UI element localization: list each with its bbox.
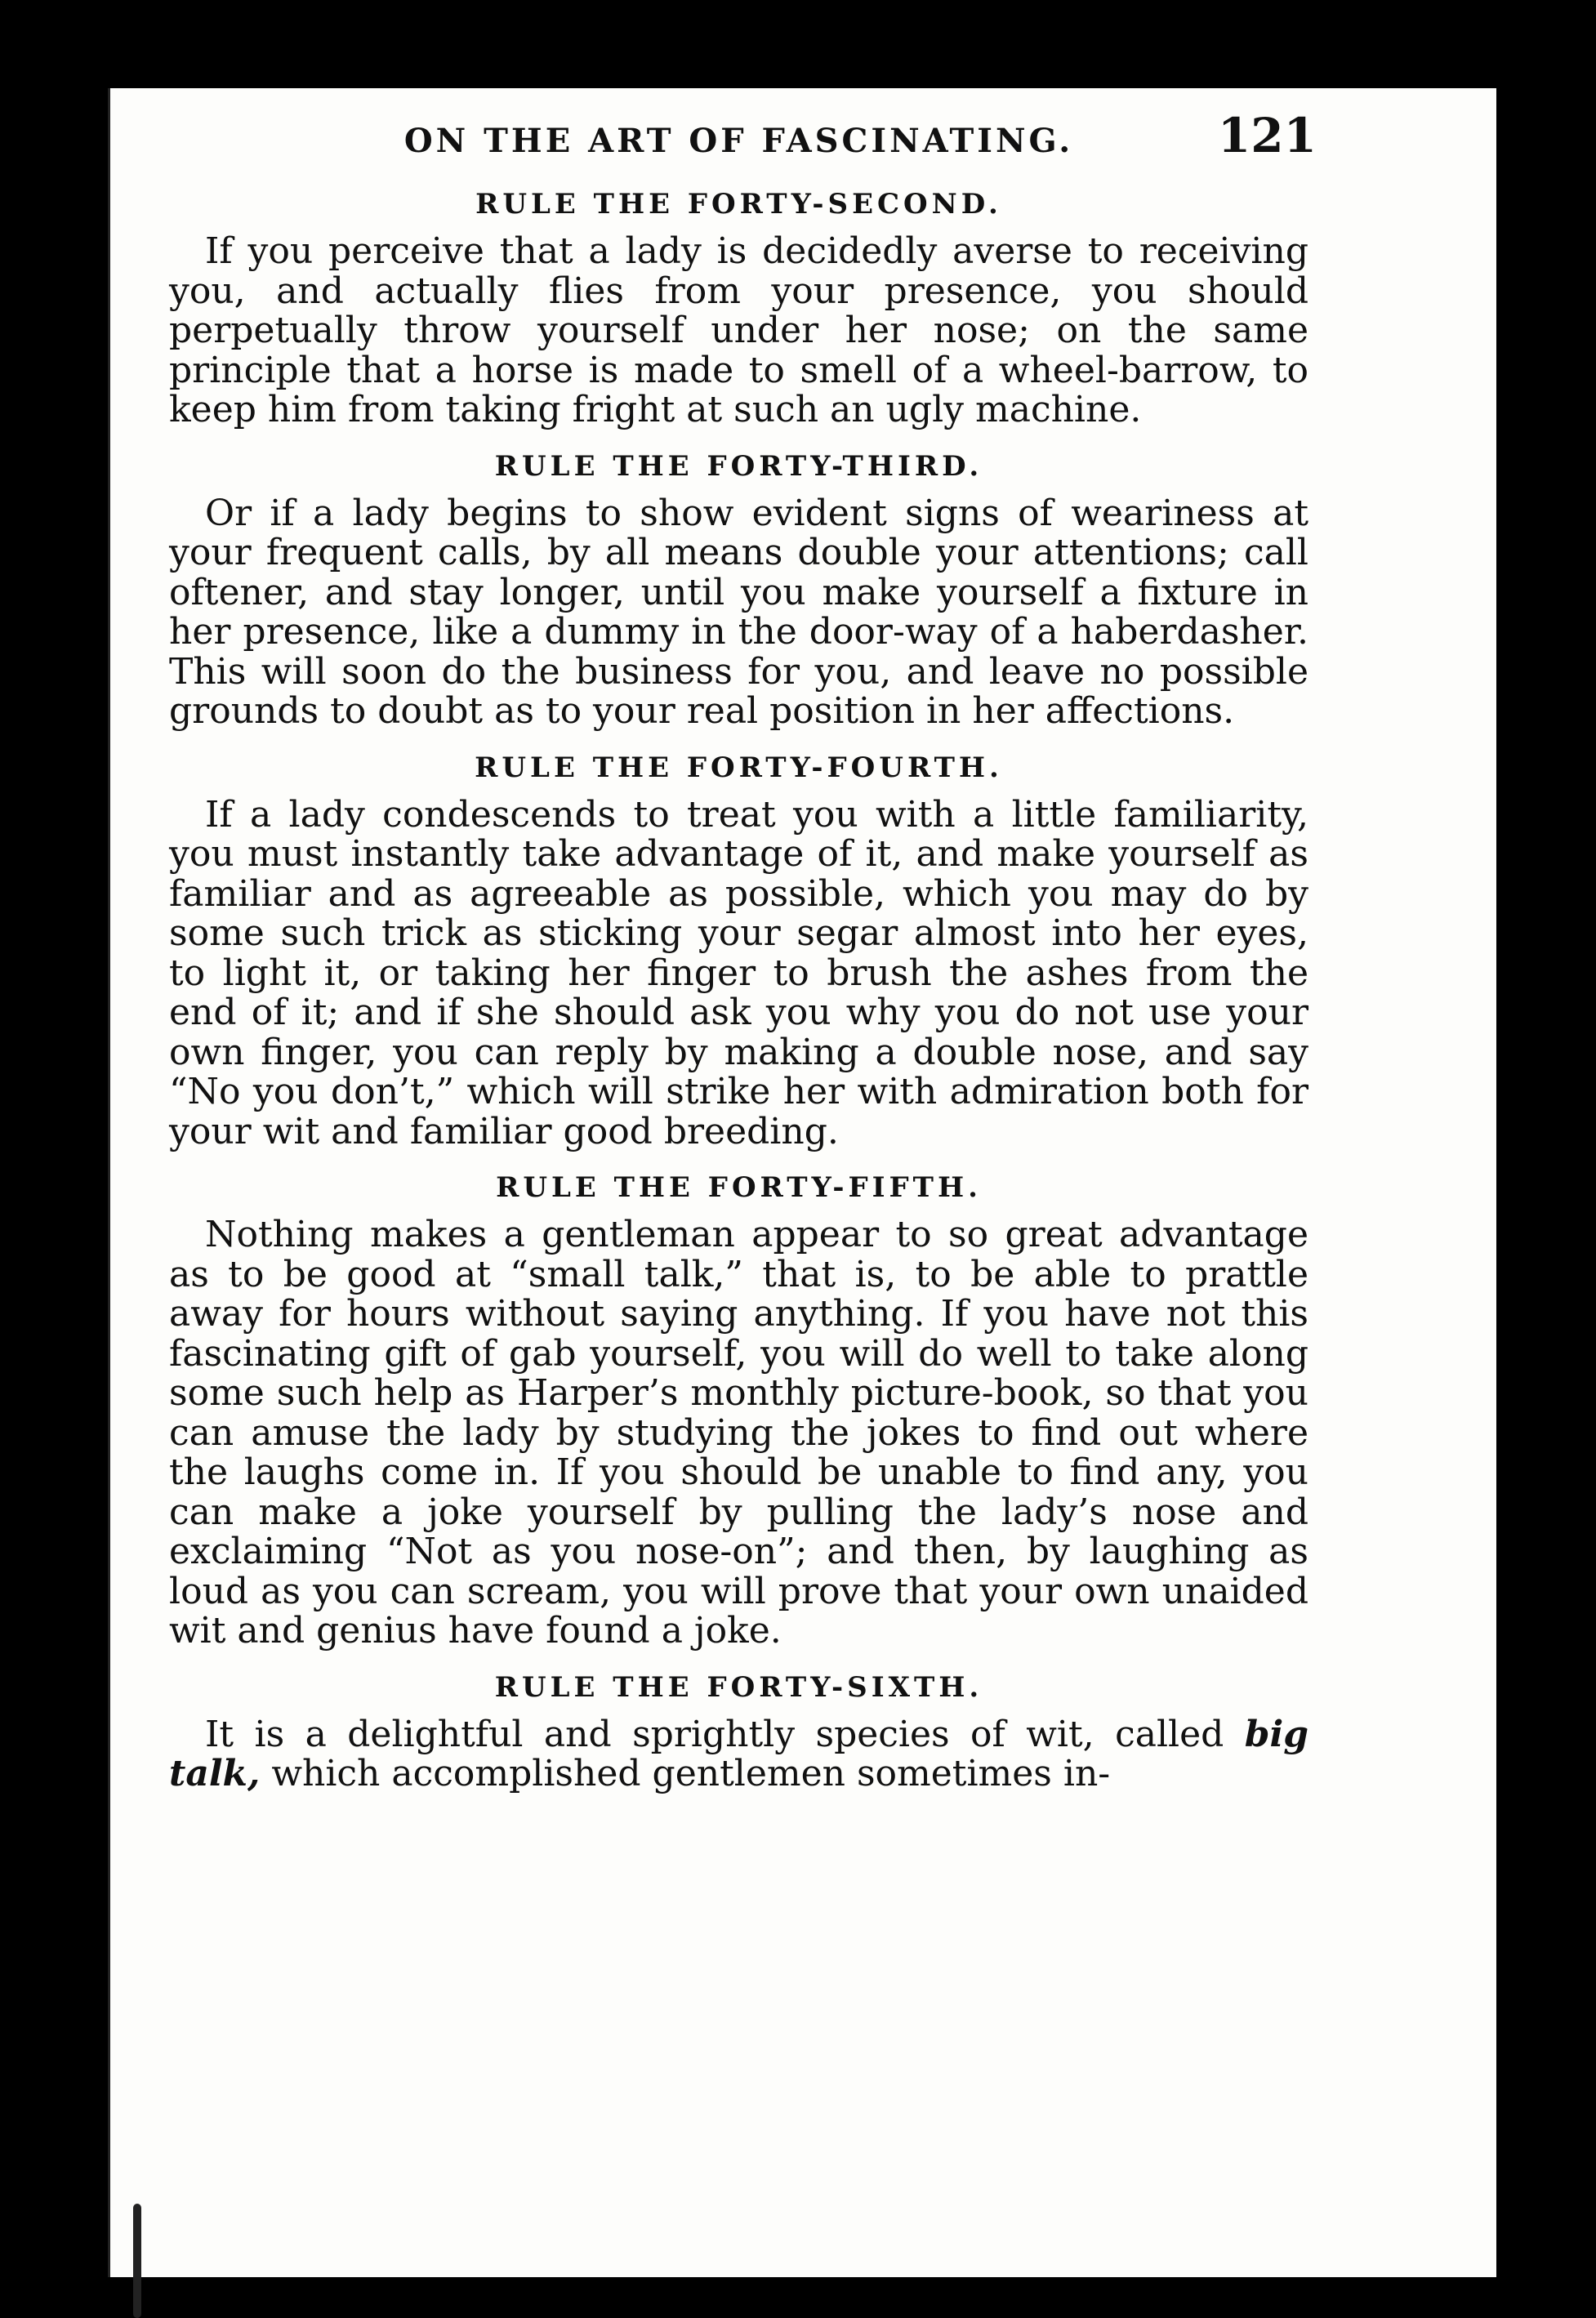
rule-text-forty-third: Or if a lady begins to show evident signs of weariness at your frequent calls, by all means double your attentions; call oftener, and stay longer, until you make yourself a fixture in her presence, like a dummy in the door-way of a haberdasher. This will soon do the business for you, and leave no possible grounds to doubt as to your real position in her affections.: [169, 492, 1308, 732]
rule-text-forty-fourth: If a lady condescends to treat you with a little familiarity, you must instantly take advantage of it, and make yourself as familiar and as agreeable as possible, which you may do by some such trick as sticking your segar almost into her eyes, to light it, or taking her finger to brush the ashes from the end of it; and if she should ask you why you do not use your own finger, you can reply by making a double nose, and say “No you don’t,” which will strike her with admiration both for your wit and familiar good breeding.: [169, 793, 1308, 1152]
rule-text-forty-sixth-end: which accomplished gentlemen sometimes in-: [260, 1753, 1111, 1794]
rule-text-forty-sixth-emphasis: big talk,: [169, 1713, 1308, 1794]
page-number: 121: [1217, 108, 1317, 163]
rule-text-forty-sixth-start: It is a delightful and sprightly species of wit, called: [205, 1713, 1245, 1755]
book-page: [108, 88, 1496, 2277]
running-head-title: ON THE ART OF FASCINATING.: [403, 121, 1074, 160]
rule-heading-forty-sixth: RULE THE FORTY-SIXTH.: [494, 1670, 983, 1704]
rule-text-forty-second: If you perceive that a lady is decidedly averse to receiving you, and actually flies from your presence, you should perpetually throw yourself under her nose; on the same principle that a horse is made to smell of a wheel-barrow, to keep him from taking fright at such an ugly machine.: [169, 230, 1308, 430]
binding-margin-mark: [133, 2204, 141, 2318]
running-head: [169, 108, 1317, 173]
rule-text-forty-fifth: Nothing makes a gentleman appear to so great advantage as to be good at “small talk,” that is, to be able to prattle away for hours without saying anything. If you have not this fascinating gift of gab yourself, you will do well to take along some such help as Harper’s monthly picture-book, so that you can amuse the lady by studying the jokes to find out where the laughs come in. If you should be unable to find any, you can make a joke yourself by pulling the lady’s nose and exclaiming “Not as you nose-on”; and then, by laughing as loud as you can scream, you will prove that your own unaided wit and genius have found a joke.: [169, 1214, 1308, 1652]
rule-text-forty-sixth: [169, 1715, 1308, 1794]
rule-heading-forty-second: RULE THE FORTY-SECOND.: [475, 188, 1002, 221]
page-content: [169, 108, 1317, 1801]
rule-heading-forty-fifth: RULE THE FORTY-FIFTH.: [496, 1171, 982, 1204]
rule-heading-forty-fourth: RULE THE FORTY-FOURTH.: [475, 751, 1003, 784]
rule-heading-forty-third: RULE THE FORTY-THIRD.: [494, 449, 983, 483]
